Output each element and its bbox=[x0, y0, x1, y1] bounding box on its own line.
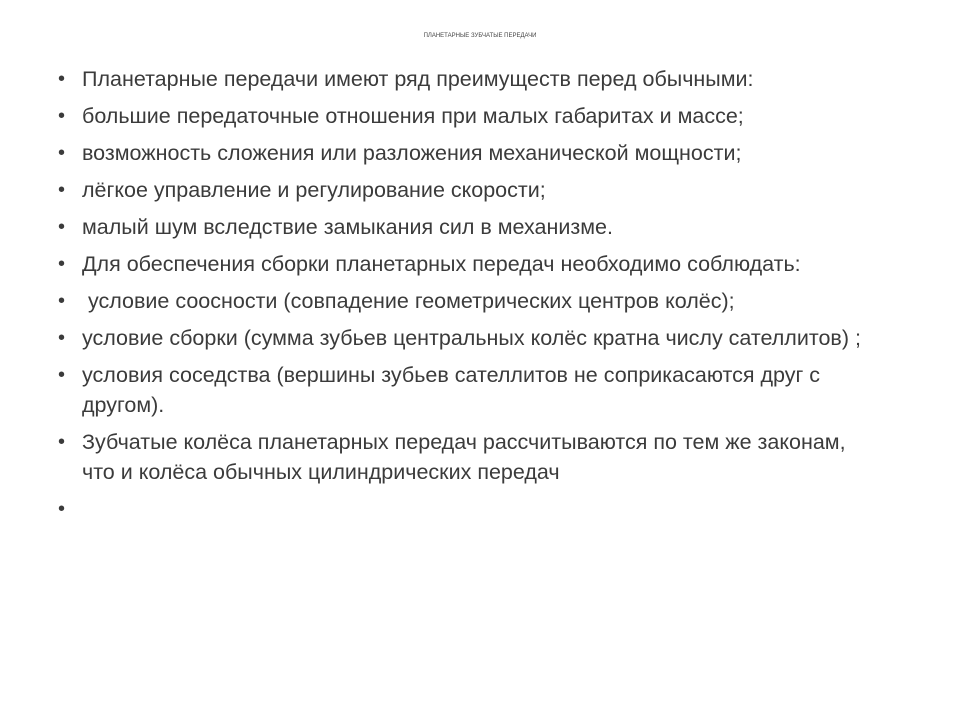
list-item bbox=[56, 494, 916, 524]
bullet-icon: • bbox=[58, 253, 66, 275]
bullet-icon: • bbox=[58, 431, 66, 453]
bullet-icon: • bbox=[58, 179, 66, 201]
bullet-icon: • bbox=[58, 364, 66, 386]
bullet-icon: • bbox=[58, 105, 66, 127]
list-item bbox=[56, 323, 916, 353]
bullet-text: условия соседства (вершины зубьев сателлитов не соприкасаются друг с другом). bbox=[82, 363, 821, 417]
bullet-text: Для обеспечения сборки планетарных передач необходимо соблюдать: bbox=[82, 252, 801, 276]
bullet-icon: • bbox=[58, 498, 66, 520]
bullet-text: условие соосности (совпадение геометрических центров колёс); bbox=[82, 289, 735, 313]
list-item bbox=[56, 101, 916, 131]
slide-title: ПЛАНЕТАРНЫЕ ЗУБЧАТЫЕ ПЕРЕДАЧИ bbox=[423, 33, 537, 39]
bullet-text: лёгкое управление и регулирование скорости; bbox=[82, 178, 546, 202]
list-item bbox=[56, 360, 916, 420]
bullet-list bbox=[56, 64, 916, 531]
bullet-icon: • bbox=[58, 290, 66, 312]
list-item bbox=[56, 249, 916, 279]
bullet-text: Зубчатые колёса планетарных передач рассчитываются по тем же законам, что и колёса обычных цилиндрических передач bbox=[82, 430, 846, 484]
bullet-icon: • bbox=[58, 216, 66, 238]
list-item bbox=[56, 427, 916, 487]
list-item bbox=[56, 138, 916, 168]
bullet-text: малый шум вследствие замыкания сил в механизме. bbox=[82, 215, 613, 239]
bullet-text: возможность сложения или разложения механической мощности; bbox=[82, 141, 742, 165]
bullet-text: условие сборки (сумма зубьев центральных колёс кратна числу сателлитов) ; bbox=[82, 326, 861, 350]
bullet-text: большие передаточные отношения при малых габаритах и массе; bbox=[82, 104, 744, 128]
bullet-icon: • bbox=[58, 142, 66, 164]
bullet-text: Планетарные передачи имеют ряд преимуществ перед обычными: bbox=[82, 67, 754, 91]
list-item bbox=[56, 64, 916, 94]
list-item bbox=[56, 286, 916, 316]
list-item bbox=[56, 212, 916, 242]
list-item bbox=[56, 175, 916, 205]
bullet-icon: • bbox=[58, 68, 66, 90]
bullet-icon: • bbox=[58, 327, 66, 349]
